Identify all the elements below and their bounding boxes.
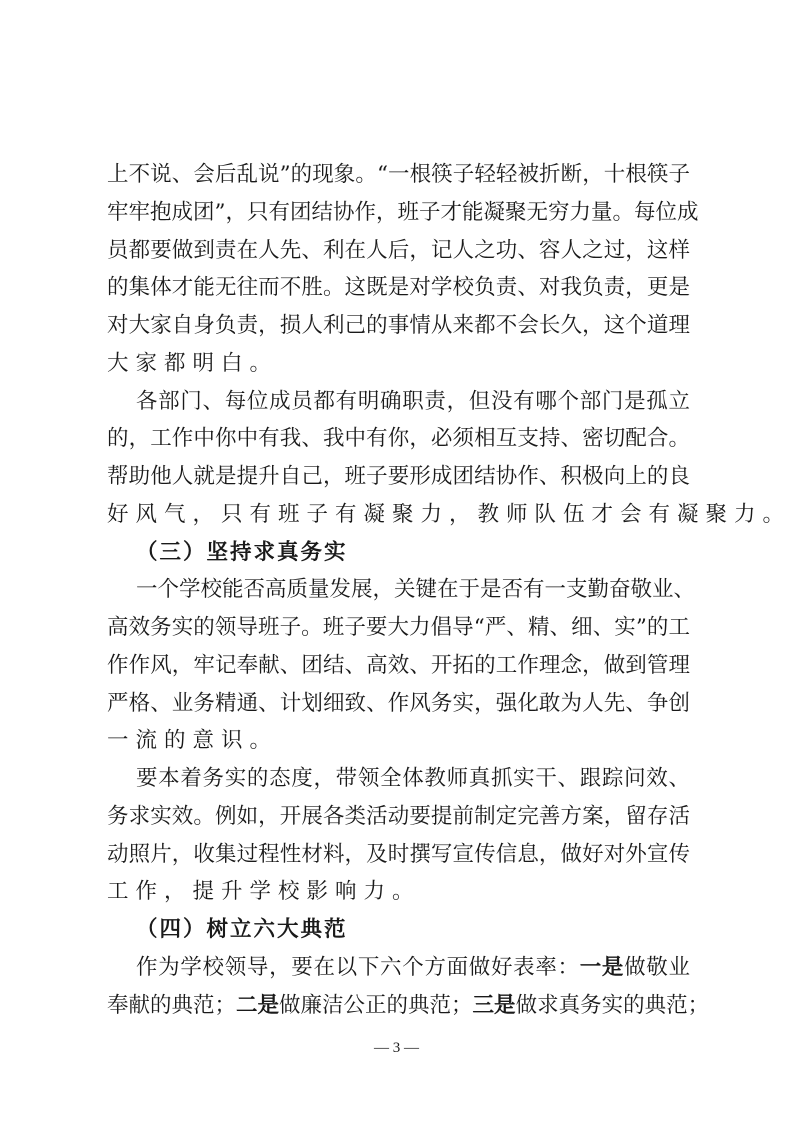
section-heading: （三）坚持求真务实 xyxy=(136,539,348,565)
text-segment: 做敬业 xyxy=(624,954,690,980)
paragraph-line: 的，工作中你中有我、我中有你，必须相互支持、密切配合。 xyxy=(107,426,690,452)
bold-term: 一是 xyxy=(579,954,625,980)
page-number: — 3 — xyxy=(374,1040,419,1056)
paragraph-line: 的集体才能无往而不胜。这既是对学校负责、对我负责，更是 xyxy=(107,275,690,301)
paragraph-line: 员都要做到责在人先、利在人后，记人之功、容人之过，这样 xyxy=(107,237,690,263)
paragraph-line: 对大家自身负责，损人利己的事情从来都不会长久，这个道理 xyxy=(107,313,690,338)
paragraph-line: 要本着务实的态度，带领全体教师真抓实干、跟踪问效、 xyxy=(136,766,690,791)
bold-term: 三是 xyxy=(472,992,516,1018)
text-segment: 做求真务实的典范； xyxy=(515,992,710,1018)
paragraph-line: 务求实效。例如，开展各类活动要提前制定完善方案，留存活 xyxy=(107,803,690,829)
paragraph-line: 动照片，收集过程性材料，及时撰写宣传信息，做好对外宣传 xyxy=(107,841,690,867)
paragraph-line: 大家都明白。 xyxy=(107,350,279,376)
bold-term: 二是 xyxy=(236,992,280,1018)
paragraph-line: 作作风，牢记奉献、团结、高效、开拓的工作理念，做到管理 xyxy=(107,652,690,678)
section-heading: （四）树立六大典范 xyxy=(136,917,348,942)
paragraph-line: 高效务实的领导班子。班子要大力倡导“严、精、细、实”的工 xyxy=(107,615,690,640)
text-segment: 作为学校领导，要在以下六个方面做好表率： xyxy=(136,954,580,980)
paragraph-line: 各部门、每位成员都有明确职责，但没有哪个部门是孤立 xyxy=(136,388,690,414)
paragraph-line: 一个学校能否高质量发展，关键在于是否有一支勤奋敬业、 xyxy=(136,577,696,603)
paragraph-line: 工作，提升学校影响力。 xyxy=(107,879,421,905)
paragraph-line xyxy=(107,991,710,1021)
paragraph-line xyxy=(136,953,690,983)
text-segment: 做廉洁公正的典范； xyxy=(279,992,473,1018)
paragraph-line: 帮助他人就是提升自己，班子要形成团结协作、积极向上的良 xyxy=(107,464,690,489)
paragraph-line: 牢牢抱成团”，只有团结协作，班子才能凝聚无穷力量。每位成 xyxy=(107,199,699,225)
paragraph-line: 一流的意识。 xyxy=(107,728,279,754)
text-segment: 奉献的典范； xyxy=(107,992,237,1018)
paragraph-line: 好风气，只有班子有凝聚力，教师队伍才会有凝聚力。 xyxy=(107,501,792,527)
paragraph-line: 严格、业务精通、计划细致、作风务实，强化敢为人先、争创 xyxy=(107,690,690,716)
paragraph-line: 上不说、会后乱说”的现象。“一根筷子轻轻被折断，十根筷子 xyxy=(107,162,690,187)
